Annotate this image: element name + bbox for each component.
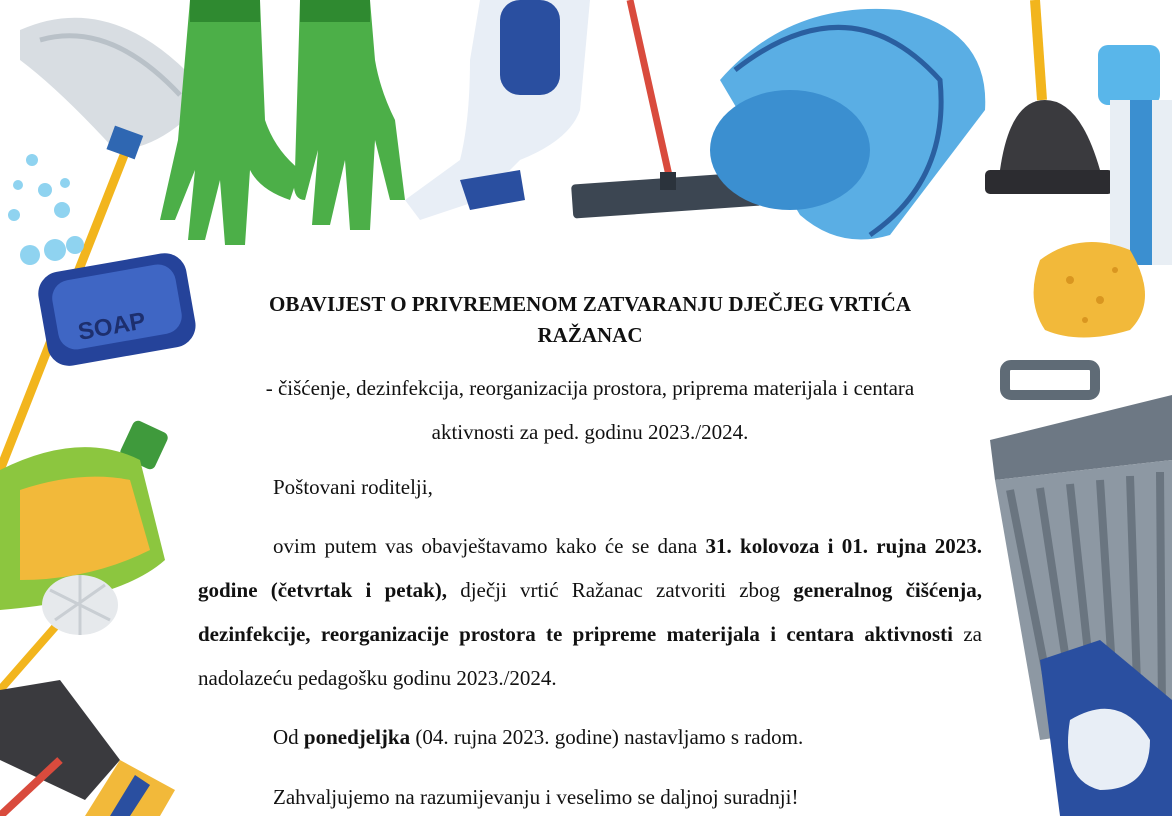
mop-icon (0, 18, 195, 470)
green-gloves-icon (160, 0, 405, 245)
closing-paragraph: Zahvaljujemo na razumijevanju i veselimo se daljnoj suradnji! (273, 785, 799, 809)
bubbles-icon (8, 154, 84, 265)
closure-dates: 31. kolovoza i 01. rujna 2023. godine (četvrtak i petak), (198, 534, 982, 602)
body-text: za nadolazeću pedagošku godinu 2023./2024. (198, 622, 982, 690)
title-line-2: RAŽANAC (537, 323, 643, 347)
subtitle-line-1: - čišćenje, dezinfekcija, reorganizacija prostora, priprema materijala i centara (265, 376, 915, 400)
soap-bar-icon (35, 250, 199, 370)
body-text: dječji vrtić Ražanac zatvoriti zbog (447, 578, 794, 602)
closure-reason: generalnog čišćenja, dezinfekcije, reorganizacije prostora te pripreme materijala i centara aktivnosti (198, 578, 982, 646)
resume-paragraph (198, 715, 982, 759)
subtitle-line-2: aktivnosti za ped. godinu 2023./2024. (431, 420, 749, 444)
plunger-icon (985, 0, 1113, 194)
notice-document (198, 289, 982, 819)
title-line-1: OBAVIJEST O PRIVREMENOM ZATVARANJU DJEČJEG VRTIĆA (269, 292, 911, 316)
notice-subtitle (198, 366, 982, 454)
resume-text: (04. rujna 2023. godine) nastavljamo s radom. (410, 725, 804, 749)
body-paragraph (198, 524, 982, 700)
cleaner-bottle-icon (405, 0, 590, 220)
body-text: ovim putem vas obavještavamo kako će se dana (273, 534, 706, 558)
spray-can-icon (1098, 45, 1172, 265)
soap-label: SOAP (75, 307, 148, 346)
sponge-icon (1034, 242, 1145, 338)
notice-title (198, 289, 982, 351)
resume-day: ponedjeljka (303, 725, 411, 749)
resume-text: Od (273, 725, 304, 749)
greeting: Poštovani roditelji, (273, 475, 433, 499)
